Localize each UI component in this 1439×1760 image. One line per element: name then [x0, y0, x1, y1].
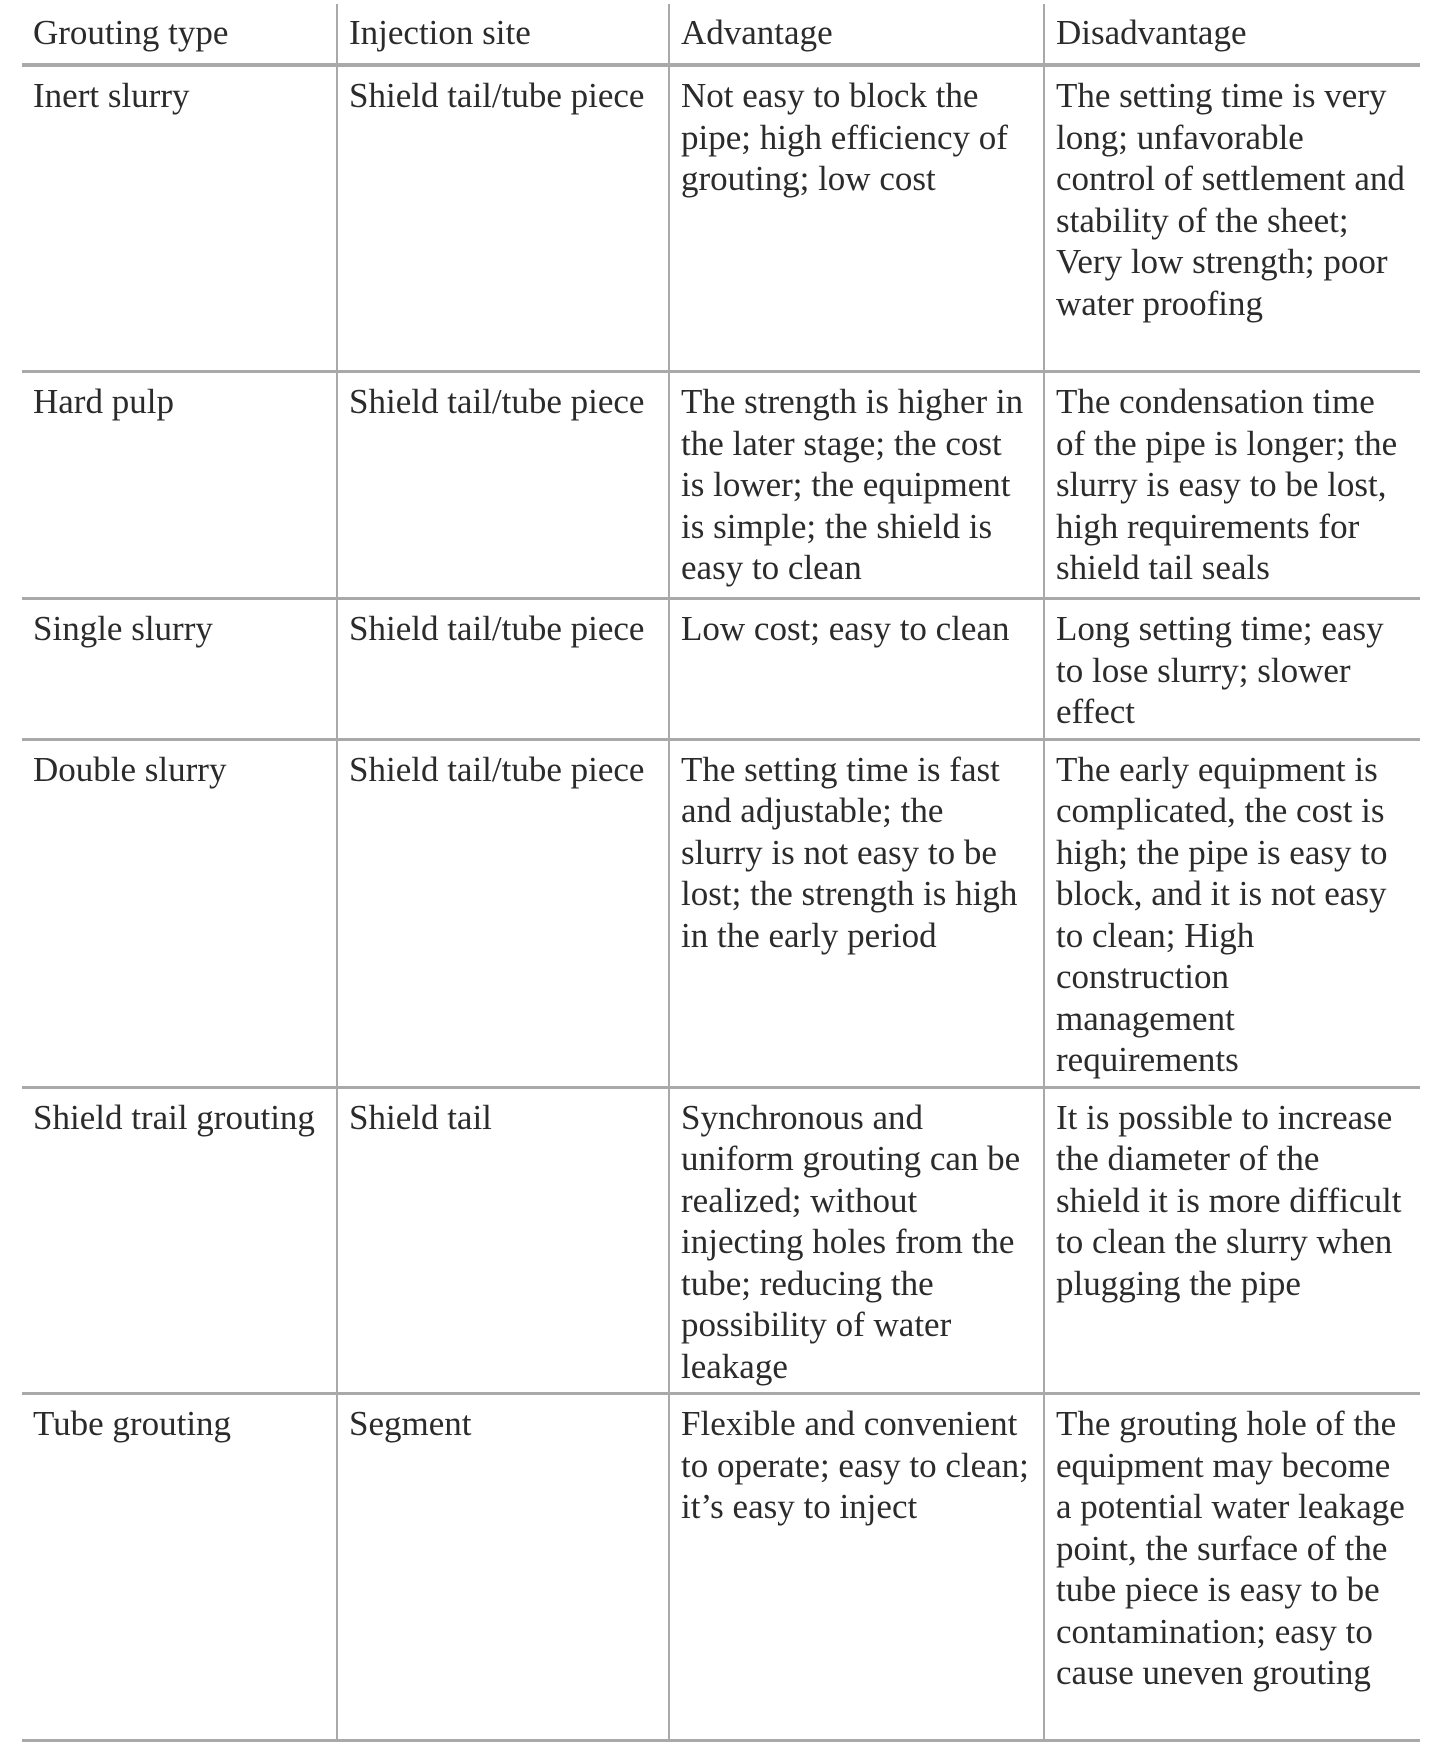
header-disadvantage: Disadvantage	[1044, 4, 1420, 65]
cell-grouting-type: Shield trail grouting	[22, 1087, 337, 1394]
cell-injection-site: Shield tail/tube piece	[337, 372, 669, 599]
cell-injection-site: Shield tail	[337, 1087, 669, 1394]
table-row	[22, 1394, 1420, 1741]
cell-advantage: Synchronous and uniform grouting can be realized; without injecting holes from the tube; reducing the possibility of water leakage	[669, 1087, 1044, 1394]
cell-grouting-type: Hard pulp	[22, 372, 337, 599]
cell-advantage: Not easy to block the pipe; high efficiency of grouting; low cost	[669, 65, 1044, 372]
header-grouting-type: Grouting type	[22, 4, 337, 65]
table-row	[22, 1087, 1420, 1394]
header-injection-site: Injection site	[337, 4, 669, 65]
cell-disadvantage: The condensation time of the pipe is longer; the slurry is easy to be lost, high requirements for shield tail seals	[1044, 372, 1420, 599]
cell-disadvantage: The setting time is very long; unfavorable control of settlement and stability of the sheet; Very low strength; poor water proofing	[1044, 65, 1420, 372]
table-header-row	[22, 4, 1420, 65]
cell-grouting-type: Double slurry	[22, 739, 337, 1087]
table-row	[22, 599, 1420, 740]
cell-disadvantage: It is possible to increase the diameter of the shield it is more difficult to clean the slurry when plugging the pipe	[1044, 1087, 1420, 1394]
cell-injection-site: Shield tail/tube piece	[337, 739, 669, 1087]
cell-disadvantage: The early equipment is complicated, the cost is high; the pipe is easy to block, and it is not easy to clean; High construction management requirements	[1044, 739, 1420, 1087]
cell-injection-site: Segment	[337, 1394, 669, 1741]
table-row	[22, 65, 1420, 372]
cell-advantage: Flexible and convenient to operate; easy to clean; it’s easy to inject	[669, 1394, 1044, 1741]
grouting-comparison-table	[22, 4, 1420, 1742]
cell-disadvantage: Long setting time; easy to lose slurry; slower effect	[1044, 599, 1420, 740]
cell-grouting-type: Tube grouting	[22, 1394, 337, 1741]
cell-injection-site: Shield tail/tube piece	[337, 65, 669, 372]
cell-disadvantage: The grouting hole of the equipment may become a potential water leakage point, the surface of the tube piece is easy to be contamination; easy to cause uneven grouting	[1044, 1394, 1420, 1741]
cell-grouting-type: Inert slurry	[33, 76, 190, 115]
cell-injection-site: Shield tail/tube piece	[337, 599, 669, 740]
cell-advantage: The strength is higher in the later stage; the cost is lower; the equipment is simple; the shield is easy to clean	[669, 372, 1044, 599]
cell-grouting-type: Single slurry	[22, 599, 337, 740]
table-row	[22, 739, 1420, 1087]
cell-advantage: Low cost; easy to clean	[669, 599, 1044, 740]
header-advantage: Advantage	[669, 4, 1044, 65]
table-row	[22, 372, 1420, 599]
cell-advantage: The setting time is fast and adjustable; the slurry is not easy to be lost; the strength is high in the early period	[669, 739, 1044, 1087]
